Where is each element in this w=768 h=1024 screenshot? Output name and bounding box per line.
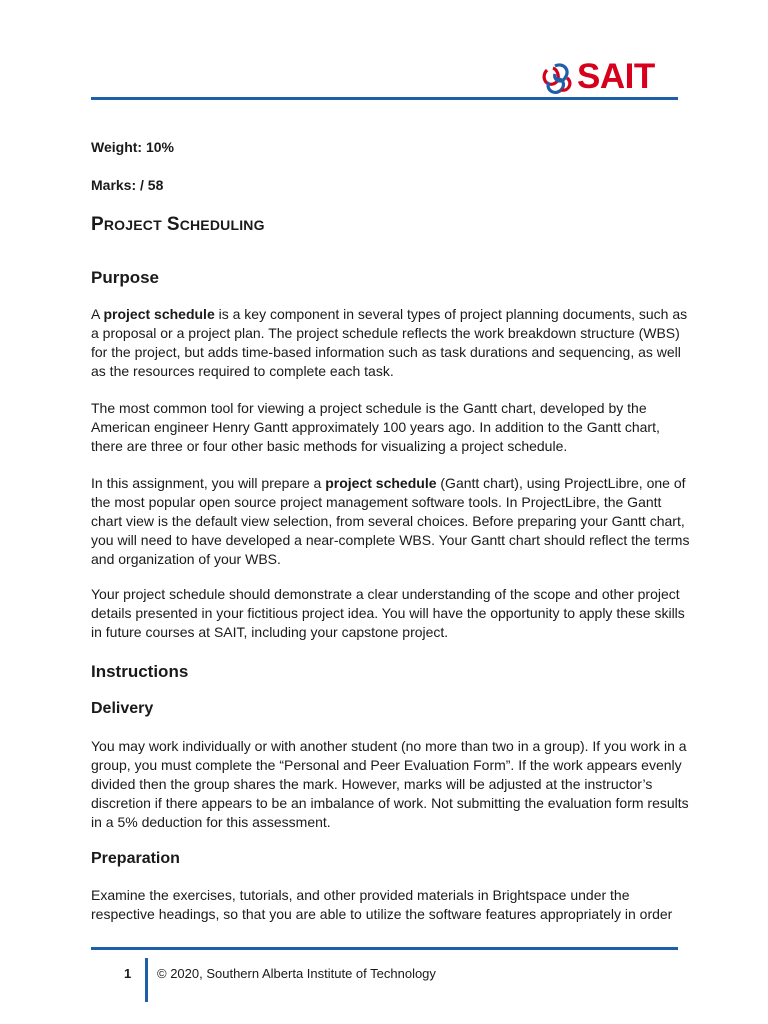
delivery-paragraph: You may work individually or with another student (no more than two in a group). If you work in a group, you must complete the “Personal and Peer Evaluation Form”. If the work appears evenly divided then the group shares the mark. However, marks will be adjusted at the instructor’s discretion if there appears to be an imbalance of work. Not submitting the evaluation form results in a 5% deduction for this assessment. <box>91 738 689 830</box>
purpose-paragraph-2: The most common tool for viewing a project schedule is the Gantt chart, developed by the American engineer Henry Gantt approximately 100 years ago. In addition to the Gantt chart, there are three or four other basic methods for visualizing a project schedule. <box>91 400 660 454</box>
purpose-paragraph-3: In this assignment, you will prepare a project schedule (Gantt chart), using ProjectLibre, one of the most popular open source project management software tools. In ProjectLibre, the Gantt chart view is the default view selection, from several choices. Before preparing your Gantt chart, you will need to have developed a near-complete WBS. Your Gantt chart should reflect the terms and organization of your WBS. <box>91 475 690 567</box>
header-rule <box>91 97 678 100</box>
footer-copyright: © 2020, Southern Alberta Institute of Technology <box>157 966 436 981</box>
footer-rule <box>91 947 678 950</box>
preparation-heading: Preparation <box>91 850 180 867</box>
sait-knot-icon <box>539 60 575 96</box>
marks-label: Marks: / 58 <box>91 177 164 193</box>
delivery-heading: Delivery <box>91 700 154 717</box>
weight-label: Weight: 10% <box>91 139 174 155</box>
purpose-paragraph-4: Your project schedule should demonstrate a clear understanding of the scope and other project details presented in your fictitious project idea. You will have the opportunity to apply these skills in future courses at SAIT, including your capstone project. <box>91 586 685 640</box>
instructions-heading: Instructions <box>91 662 189 681</box>
purpose-heading: Purpose <box>91 268 160 287</box>
footer-divider <box>145 958 148 1002</box>
purpose-paragraph-1: A project schedule is a key component in several types of project planning documents, such as a proposal or a project plan. The project schedule reflects the work breakdown structure (WBS) for the project, but adds time-based information such as task durations and sequencing, as well as the resources required to complete each task. <box>91 306 688 379</box>
page-number: 1 <box>124 966 132 981</box>
sait-logo <box>539 58 665 96</box>
preparation-paragraph: Examine the exercises, tutorials, and other provided materials in Brightspace under the respective headings, so that you are able to utilize the software features appropriately in order <box>91 887 673 922</box>
page-title: PROJECT SCHEDULING <box>91 214 265 235</box>
logo-wordmark: SAIT <box>577 57 655 96</box>
